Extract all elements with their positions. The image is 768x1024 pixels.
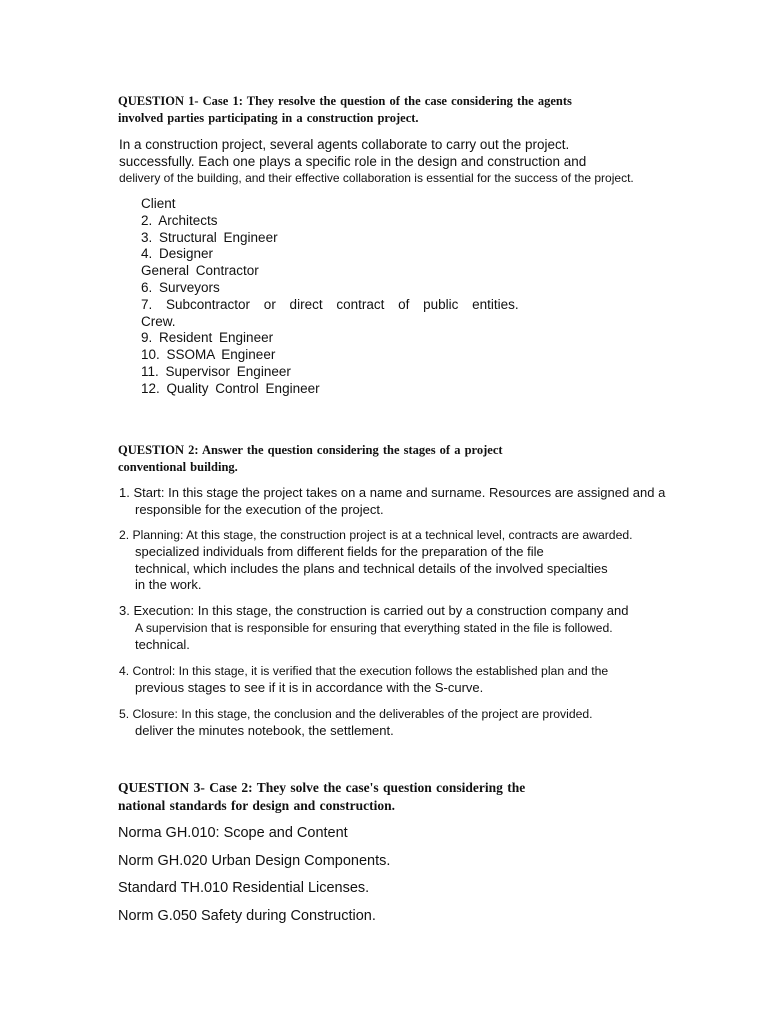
question-2-heading-line-2: conventional building. — [118, 460, 238, 474]
question-3-heading-line-2: national standards for design and construction. — [118, 798, 396, 813]
stage-item-start — [119, 485, 665, 519]
question-1-intro — [119, 137, 634, 187]
norm-item: Norm GH.020 Urban Design Components. — [118, 853, 391, 869]
question-3-heading — [118, 779, 525, 815]
question-2-heading — [118, 442, 503, 476]
stage-item-control — [119, 663, 608, 697]
stage-line: 1. Start: In this stage the project takes on a name and surname. Resources are assigned and a — [119, 485, 666, 500]
list-item: 4. Designer — [141, 246, 214, 262]
stage-line: technical, which includes the plans and technical details of the involved specialties — [135, 560, 608, 576]
list-item: Client — [141, 196, 176, 211]
intro-line-3: delivery of the building, and their effective collaboration is essential for the success of the project. — [119, 171, 634, 185]
question-2-heading-line-1: QUESTION 2: Answer the question considering the stages of a project — [118, 443, 503, 457]
list-item: 9. Resident Engineer — [141, 330, 274, 346]
stage-item-closure — [119, 706, 593, 740]
list-item: 7. Subcontractor or direct contract of public entities. — [141, 296, 519, 312]
stage-line: 5. Closure: In this stage, the conclusion and the deliverables of the project are provided. — [119, 707, 593, 721]
stage-line: 3. Execution: In this stage, the construction is carried out by a construction company and — [119, 603, 629, 618]
stage-line: 2. Planning: At this stage, the construction project is at a technical level, contracts are awarded. — [119, 528, 633, 542]
stage-item-execution — [119, 603, 628, 653]
list-item: 2. Architects — [141, 212, 218, 228]
stage-item-planning — [119, 527, 633, 594]
norm-item: Standard TH.010 Residential Licenses. — [118, 880, 370, 896]
stage-line: specialized individuals from different fields for the preparation of the file — [135, 543, 544, 559]
stage-line: previous stages to see if it is in accordance with the S-curve. — [135, 679, 484, 695]
stage-line: responsible for the execution of the project. — [135, 501, 384, 517]
intro-line-1: In a construction project, several agents collaborate to carry out the project. — [119, 137, 570, 152]
intro-line-2: successfully. Each one plays a specific role in the design and construction and — [119, 153, 587, 169]
list-item: 10. SSOMA Engineer — [141, 347, 276, 363]
stage-line: in the work. — [135, 577, 202, 593]
question-3-heading-line-1: QUESTION 3- Case 2: They solve the case's question considering the — [118, 780, 526, 795]
agents-list — [141, 196, 519, 398]
list-item: General Contractor — [141, 263, 259, 279]
stage-line: deliver the minutes notebook, the settlement. — [135, 722, 394, 738]
norm-item: Norma GH.010: Scope and Content — [118, 825, 348, 841]
stage-line: 4. Control: In this stage, it is verified that the execution follows the established plan and the — [119, 664, 609, 678]
question-1-heading-line-2: involved parties participating in a construction project. — [118, 111, 419, 125]
norm-item: Norm G.050 Safety during Construction. — [118, 908, 376, 924]
question-1-heading — [118, 93, 572, 127]
stage-line: technical. — [135, 636, 190, 652]
question-1-heading-line-1: QUESTION 1- Case 1: They resolve the question of the case considering the agents — [118, 94, 572, 108]
list-item: 6. Surveyors — [141, 279, 220, 295]
list-item: 3. Structural Engineer — [141, 229, 278, 245]
list-item: Crew. — [141, 313, 176, 329]
list-item: 12. Quality Control Engineer — [141, 380, 320, 396]
list-item: 11. Supervisor Engineer — [141, 363, 291, 379]
stage-line: A supervision that is responsible for ensuring that everything stated in the file is followed. — [135, 620, 613, 635]
